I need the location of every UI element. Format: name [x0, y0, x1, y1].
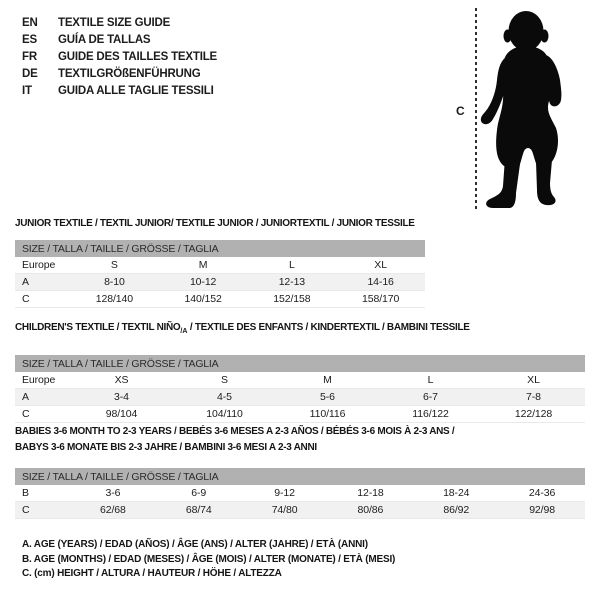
- table-cell: 8-10: [104, 276, 125, 288]
- table-cell: 3-6: [105, 487, 121, 499]
- table-cell: 116/122: [412, 408, 449, 420]
- language-code: FR: [22, 51, 37, 63]
- table-row: [15, 274, 425, 291]
- title-segment: /A: [180, 328, 188, 335]
- table-rows: [15, 257, 425, 308]
- table-cell: 7-8: [526, 391, 541, 403]
- title-segment: CHILDREN'S TEXTILE / TEXTIL NIÑO: [15, 322, 181, 333]
- footnote-item: A. AGE (YEARS) / EDAD (AÑOS) / ÂGE (ANS) / ALTER (JAHRE) / ETÀ (ANNI): [22, 539, 368, 550]
- table-cell: 158/170: [361, 293, 400, 305]
- table-cell: 62/68: [100, 504, 126, 516]
- measure-label-c: C: [456, 104, 465, 118]
- table-cell: 6-9: [191, 487, 207, 499]
- section-title: [15, 320, 585, 340]
- section-title: [15, 424, 585, 456]
- table-cell: 6-7: [423, 391, 438, 403]
- size-header-band: [15, 355, 585, 372]
- table-cell: 14-16: [367, 276, 394, 288]
- table-cell: XL: [374, 259, 387, 271]
- baby-silhouette-image: [478, 8, 568, 210]
- size-table-babies: [15, 468, 585, 519]
- size-header-label: SIZE / TALLA / TAILLE / GRÖSSE / TAGLIA: [22, 470, 219, 483]
- title-segment: BABIES 3-6 MONTH TO 2-3 YEARS / BEBÉS 3-6 MESES A 2-3 AÑOS / BÉBÉS 3-6 MOIS À 2-3 ANS /: [15, 426, 455, 437]
- footnote-item: C. (cm) HEIGHT / ALTURA / HAUTEUR / HÖHE / ALTEZZA: [22, 568, 282, 579]
- table-cell: 128/140: [95, 293, 133, 305]
- table-cell: S: [110, 259, 118, 271]
- language-row: [22, 15, 217, 32]
- table-cell: 86/92: [443, 504, 470, 516]
- size-header-label: SIZE / TALLA / TAILLE / GRÖSSE / TAGLIA: [22, 357, 219, 370]
- row-label: A: [22, 276, 29, 288]
- title-segment: BABYS 3-6 MONATE BIS 2-3 JAHRE / BAMBINI 3-6 MESI A 2-3 ANNI: [15, 442, 317, 453]
- size-header-label: SIZE / TALLA / TAILLE / GRÖSSE / TAGLIA: [22, 242, 219, 255]
- language-list: [22, 15, 217, 100]
- table-cell: 104/110: [206, 408, 243, 420]
- row-label: A: [22, 391, 29, 403]
- section-title-line: [15, 320, 585, 340]
- section-title: [15, 216, 425, 232]
- size-header-band: [15, 240, 425, 257]
- language-title: TEXTILE SIZE GUIDE: [58, 17, 171, 29]
- table-cell: M: [323, 374, 332, 386]
- table-cell: 24-36: [528, 487, 556, 499]
- table-cell: 10-12: [189, 276, 217, 288]
- section-title-line: [15, 216, 425, 232]
- row-label: C: [22, 408, 30, 420]
- table-cell: XL: [527, 374, 540, 386]
- table-cell: 4-5: [217, 391, 232, 403]
- table-cell: 80/86: [357, 504, 384, 516]
- table-cell: 3-4: [114, 391, 129, 403]
- language-row: [22, 83, 217, 100]
- table-cell: 68/74: [185, 504, 212, 516]
- table-cell: XS: [114, 374, 129, 386]
- table-cell: S: [221, 374, 228, 386]
- table-row: [15, 502, 585, 519]
- language-code: IT: [22, 85, 32, 97]
- table-cell: L: [289, 259, 295, 271]
- language-title: GUIDE DES TAILLES TEXTILE: [58, 51, 217, 63]
- table-cell: 18-24: [443, 487, 470, 499]
- table-cell: 152/158: [273, 293, 311, 305]
- table-cell: 12-13: [278, 276, 306, 288]
- table-cell: 110/116: [309, 408, 346, 420]
- footnotes: [22, 538, 395, 582]
- language-code: EN: [22, 17, 38, 29]
- language-title: TEXTILGRÖßENFÜHRUNG: [58, 68, 201, 80]
- table-cell: 74/80: [271, 504, 298, 516]
- table-cell: 98/104: [105, 408, 138, 420]
- table-row: [15, 257, 425, 274]
- table-cell: M: [198, 259, 208, 271]
- table-row: [15, 389, 585, 406]
- title-segment: JUNIOR TEXTILE / TEXTIL JUNIOR/ TEXTILE JUNIOR / JUNIORTEXTIL / JUNIOR TESSILE: [15, 218, 415, 229]
- language-title: GUIDA ALLE TAGLIE TESSILI: [58, 85, 214, 97]
- table-cell: 9-12: [274, 487, 295, 499]
- language-code: ES: [22, 34, 37, 46]
- language-code: DE: [22, 68, 38, 80]
- row-label: B: [22, 487, 29, 499]
- language-row: [22, 49, 217, 66]
- table-row: [15, 372, 585, 389]
- table-row: [15, 406, 585, 423]
- section-junior-textile: [15, 216, 425, 308]
- language-title: GUÍA DE TALLAS: [58, 34, 151, 46]
- size-table-junior: [15, 240, 425, 308]
- table-cell: 140/152: [184, 293, 222, 305]
- table-row: [15, 485, 585, 502]
- table-cell: 122/128: [514, 408, 553, 420]
- section-babies-textile: [15, 424, 585, 519]
- section-title-line: [15, 424, 585, 440]
- row-label: Europe: [22, 259, 56, 271]
- section-title-line: [15, 440, 585, 456]
- row-label: Europe: [22, 374, 56, 386]
- table-cell: 5-6: [320, 391, 335, 403]
- footnote-item: B. AGE (MONTHS) / EDAD (MESES) / ÂGE (MOIS) / ALTER (MONATE) / ETÀ (MESI): [22, 553, 396, 565]
- table-row: [15, 291, 425, 308]
- height-measure-dashed-line: [475, 8, 477, 210]
- row-label: C: [22, 293, 30, 305]
- language-row: [22, 32, 217, 49]
- language-row: [22, 66, 217, 83]
- table-rows: [15, 485, 585, 519]
- row-label: C: [22, 504, 30, 516]
- table-rows: [15, 372, 585, 423]
- section-childrens-textile: [15, 320, 585, 423]
- table-cell: L: [427, 374, 434, 386]
- title-segment: / TEXTILE DES ENFANTS / KINDERTEXTIL / BAMBINI TESSILE: [187, 322, 470, 333]
- size-header-band: [15, 468, 585, 485]
- table-cell: 12-18: [357, 487, 384, 499]
- table-cell: 92/98: [529, 504, 555, 516]
- size-table-children: [15, 355, 585, 423]
